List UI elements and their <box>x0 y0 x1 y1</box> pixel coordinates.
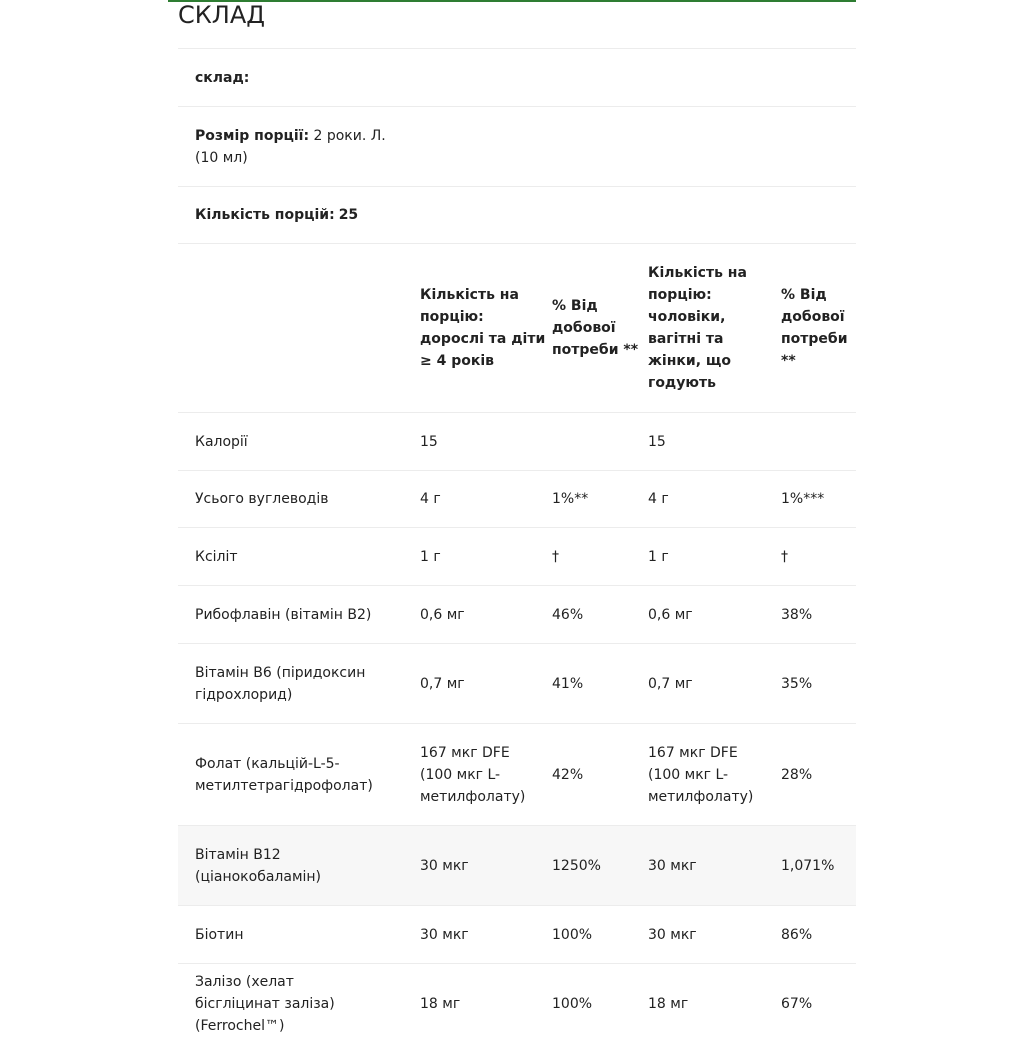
amount-men-pregnant: 15 <box>648 413 781 471</box>
amount-men-pregnant: 30 мкг <box>648 826 781 906</box>
dv-men-pregnant <box>781 413 856 471</box>
amount-men-pregnant: 0,7 мг <box>648 644 781 724</box>
header-nutrient <box>178 244 420 413</box>
amount-men-pregnant: 167 мкг DFE (100 мкг L-метилфолату) <box>648 724 781 826</box>
table-row <box>178 964 856 1044</box>
amount-men-pregnant: 4 г <box>648 471 781 528</box>
dv-adults <box>552 413 648 471</box>
nutrient-name: Вітамін B6 (піридоксин гідрохлорид) <box>178 644 420 724</box>
amount-men-pregnant: 1 г <box>648 528 781 586</box>
amount-adults: 1 г <box>420 528 552 586</box>
amount-adults: 4 г <box>420 471 552 528</box>
dv-adults: 41% <box>552 644 648 724</box>
dv-men-pregnant: 35% <box>781 644 856 724</box>
amount-men-pregnant: 30 мкг <box>648 906 781 964</box>
table-row <box>178 586 856 644</box>
table-header-row <box>178 244 856 413</box>
table-row <box>178 413 856 471</box>
nutrient-name: Рибофлавін (вітамін B2) <box>178 586 420 644</box>
dv-men-pregnant: 86% <box>781 906 856 964</box>
table-row <box>178 471 856 528</box>
servings-count-label: Кількість порцій: <box>195 207 335 223</box>
serving-size-value: 2 роки. Л. (10 мл) <box>195 127 386 166</box>
amount-adults: 18 мг <box>420 964 552 1044</box>
amount-adults: 0,7 мг <box>420 644 552 724</box>
header-dv-adults: % Від добової потреби ** <box>552 244 648 413</box>
amount-adults: 30 мкг <box>420 826 552 906</box>
amount-men-pregnant: 18 мг <box>648 964 781 1044</box>
nutrition-table <box>178 243 856 1044</box>
serving-size-row <box>178 106 856 186</box>
servings-count-value: 25 <box>338 207 359 223</box>
composition-label-row <box>178 48 856 106</box>
amount-adults: 0,6 мг <box>420 586 552 644</box>
amount-men-pregnant: 0,6 мг <box>648 586 781 644</box>
nutrient-name: Біотин <box>178 906 420 964</box>
table-row <box>178 906 856 964</box>
table-row <box>178 826 856 906</box>
header-amount-men-pregnant: Кількість на порцію: чоловіки, вагітні та жінки, що годують <box>648 244 781 413</box>
nutrient-name: Залізо (хелат бісгліцинат заліза) (Ferrochel™) <box>178 964 420 1044</box>
serving-size-label: Розмір порції: <box>195 127 310 144</box>
amount-adults: 15 <box>420 413 552 471</box>
header-amount-adults: Кількість на порцію: дорослі та діти ≥ 4 років <box>420 244 552 413</box>
table-row <box>178 724 856 826</box>
nutrient-name: Вітамін B12 (ціанокобаламін) <box>178 826 420 906</box>
composition-label: склад: <box>195 69 250 86</box>
dv-men-pregnant: 28% <box>781 724 856 826</box>
header-dv-men-pregnant: % Від добової потреби ** <box>781 244 856 413</box>
dv-adults: 1250% <box>552 826 648 906</box>
dv-men-pregnant: 38% <box>781 586 856 644</box>
serving-size-text <box>195 125 395 169</box>
dv-men-pregnant: 1,071% <box>781 826 856 906</box>
dv-adults: 1%** <box>552 471 648 528</box>
nutrient-name: Усього вуглеводів <box>178 471 420 528</box>
dv-adults: 100% <box>552 906 648 964</box>
composition-section <box>178 0 856 1044</box>
page-title: СКЛАД <box>178 1 266 29</box>
nutrient-name: Калорії <box>178 413 420 471</box>
table-row <box>178 644 856 724</box>
dv-adults: 100% <box>552 964 648 1044</box>
dv-men-pregnant: 1%*** <box>781 471 856 528</box>
servings-count-row <box>178 186 856 243</box>
nutrient-name: Ксіліт <box>178 528 420 586</box>
dv-men-pregnant: 67% <box>781 964 856 1044</box>
table-row <box>178 528 856 586</box>
nutrient-name: Фолат (кальцій-L-5-метилтетрагідрофолат) <box>178 724 420 826</box>
amount-adults: 30 мкг <box>420 906 552 964</box>
dv-adults: 42% <box>552 724 648 826</box>
dv-adults: † <box>552 528 648 586</box>
dv-men-pregnant: † <box>781 528 856 586</box>
amount-adults: 167 мкг DFE (100 мкг L-метилфолату) <box>420 724 552 826</box>
dv-adults: 46% <box>552 586 648 644</box>
